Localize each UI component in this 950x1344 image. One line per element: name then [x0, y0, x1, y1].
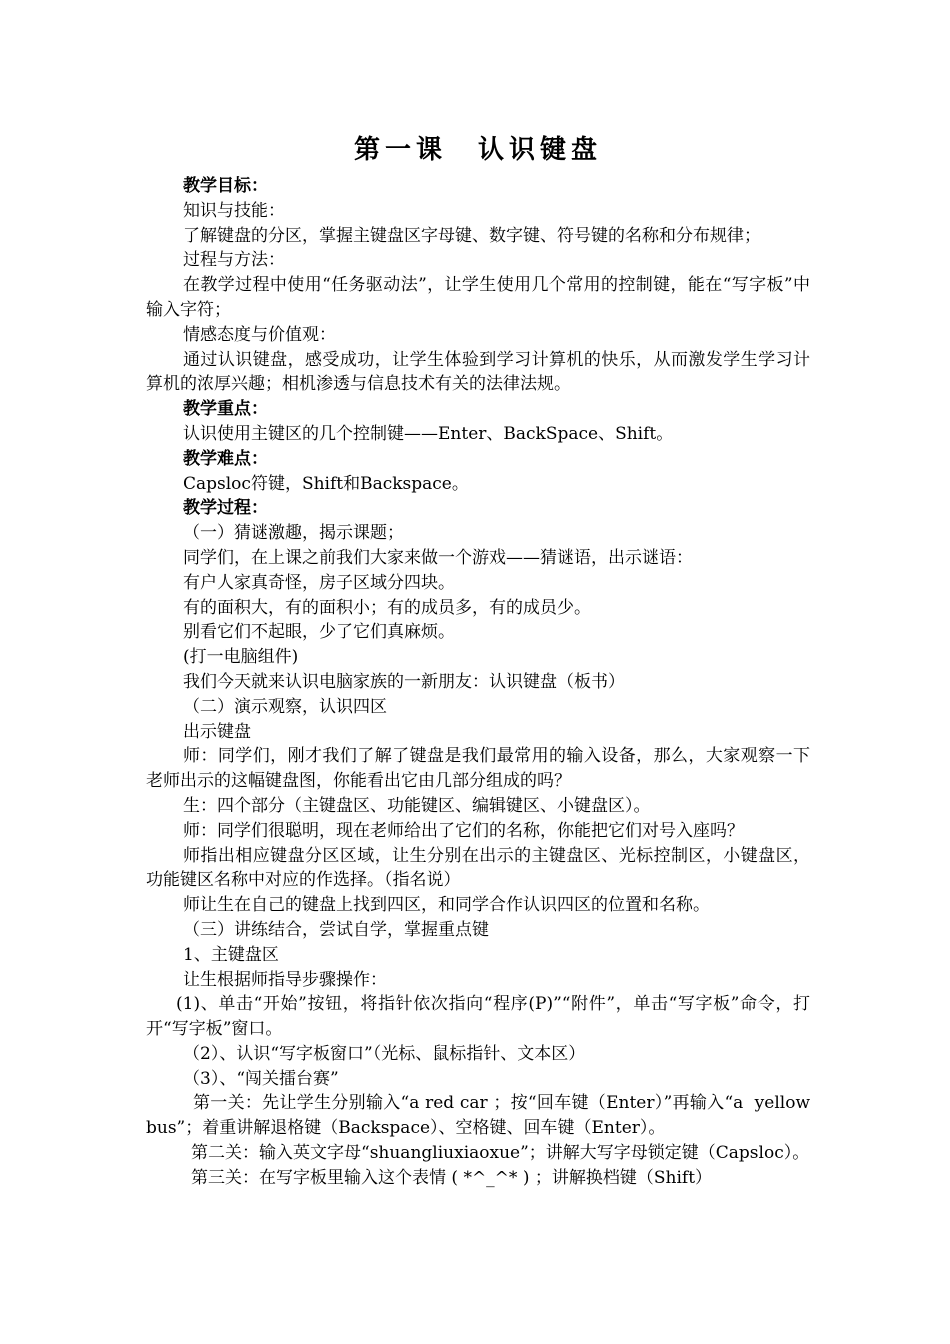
paragraph: 第一关：先让学生分别输入“a red car ；按“回车键（Enter）”再输入“a yellow bus”；着重讲解退格键（Backspace）、空格键、回车键（Enter）。 [146, 1093, 816, 1139]
paragraph: 有户人家真奇怪，房子区域分四块。 [183, 572, 455, 593]
paragraph: 让生根据师指导步骤操作： [183, 969, 387, 990]
paragraph: 我们今天就来认识电脑家族的一新朋友：认识键盘（板书） [183, 671, 625, 692]
paragraph: 情感态度与价值观： [183, 324, 336, 345]
paragraph: （3）、“闯关擂台赛” [183, 1068, 339, 1089]
paragraph: 1、主键盘区 [183, 944, 279, 965]
paragraph: 了解键盘的分区，掌握主键盘区字母键、数字键、符号键的名称和分布规律； [183, 225, 761, 246]
paragraph: 有的面积大，有的面积小；有的成员多，有的成员少。 [183, 597, 591, 618]
paragraph: 第三关：在写字板里输入这个表情 ( *^_^* ) ；讲解换档键（Shift） [191, 1167, 713, 1188]
paragraph: (打一电脑组件) [183, 647, 299, 668]
paragraph: 在教学过程中使用“任务驱动法”，让学生使用几个常用的控制键，能在“写字板”中输入字符； [146, 275, 810, 320]
section-heading: 教学过程： [183, 498, 268, 519]
paragraph: 生：四个部分（主键盘区、功能键区、编辑键区、小键盘区）。 [183, 795, 651, 816]
paragraph: 师指出相应键盘分区区域，让生分别在出示的主键盘区、光标控制区，小键盘区，功能键区名称中对应的作选择。（指名说） [146, 845, 810, 891]
document-body [146, 174, 816, 1191]
paragraph: 师：同学们，刚才我们了解了键盘是我们最常用的输入设备，那么，大家观察一下老师出示的这幅键盘图，你能看出它由几部分组成的吗？ [146, 746, 810, 792]
paragraph: (1)、单击“开始”按钮，将指针依次指向“程序(P)”“附件”，单击“写字板”命令，打开“写字板”窗口。 [146, 994, 810, 1040]
document-page [146, 128, 816, 1191]
paragraph: 通过认识键盘，感受成功，让学生体验到学习计算机的快乐，从而激发学生学习计算机的浓厚兴趣；相机渗透与信息技术有关的法律法规。 [146, 349, 810, 395]
paragraph: 出示键盘 [183, 721, 251, 742]
page-title: 第一课 认识键盘 [353, 135, 602, 165]
section-heading: 教学目标： [183, 176, 268, 196]
paragraph: Capsloc符键，Shift和Backspace。 [183, 473, 469, 494]
paragraph: 师让生在自己的键盘上找到四区，和同学合作认识四区的位置和名称。 [183, 895, 710, 916]
paragraph: （二）演示观察，认识四区 [183, 696, 387, 717]
paragraph: （2）、认识“写字板窗口”（光标、鼠标指针、文本区） [183, 1043, 586, 1064]
paragraph: 知识与技能： [183, 200, 285, 221]
section-heading: 教学难点： [183, 448, 268, 469]
paragraph: 别看它们不起眼，少了它们真麻烦。 [183, 622, 455, 643]
paragraph: （三）讲练结合，尝试自学，掌握重点键 [183, 919, 489, 940]
paragraph: 过程与方法： [183, 250, 285, 271]
paragraph: 第二关：输入英文字母“shuangliuxiaoxue”；讲解大写字母锁定键（Capsloc）。 [191, 1143, 810, 1164]
paragraph: 师：同学们很聪明，现在老师给出了它们的名称，你能把它们对号入座吗？ [183, 820, 744, 841]
paragraph: 同学们，在上课之前我们大家来做一个游戏——猜谜语，出示谜语： [183, 547, 693, 568]
paragraph: 认识使用主键区的几个控制键——Enter、BackSpace、Shift。 [183, 423, 674, 444]
section-heading: 教学重点： [183, 399, 268, 420]
paragraph: （一）猜谜激趣，揭示课题； [183, 523, 404, 544]
